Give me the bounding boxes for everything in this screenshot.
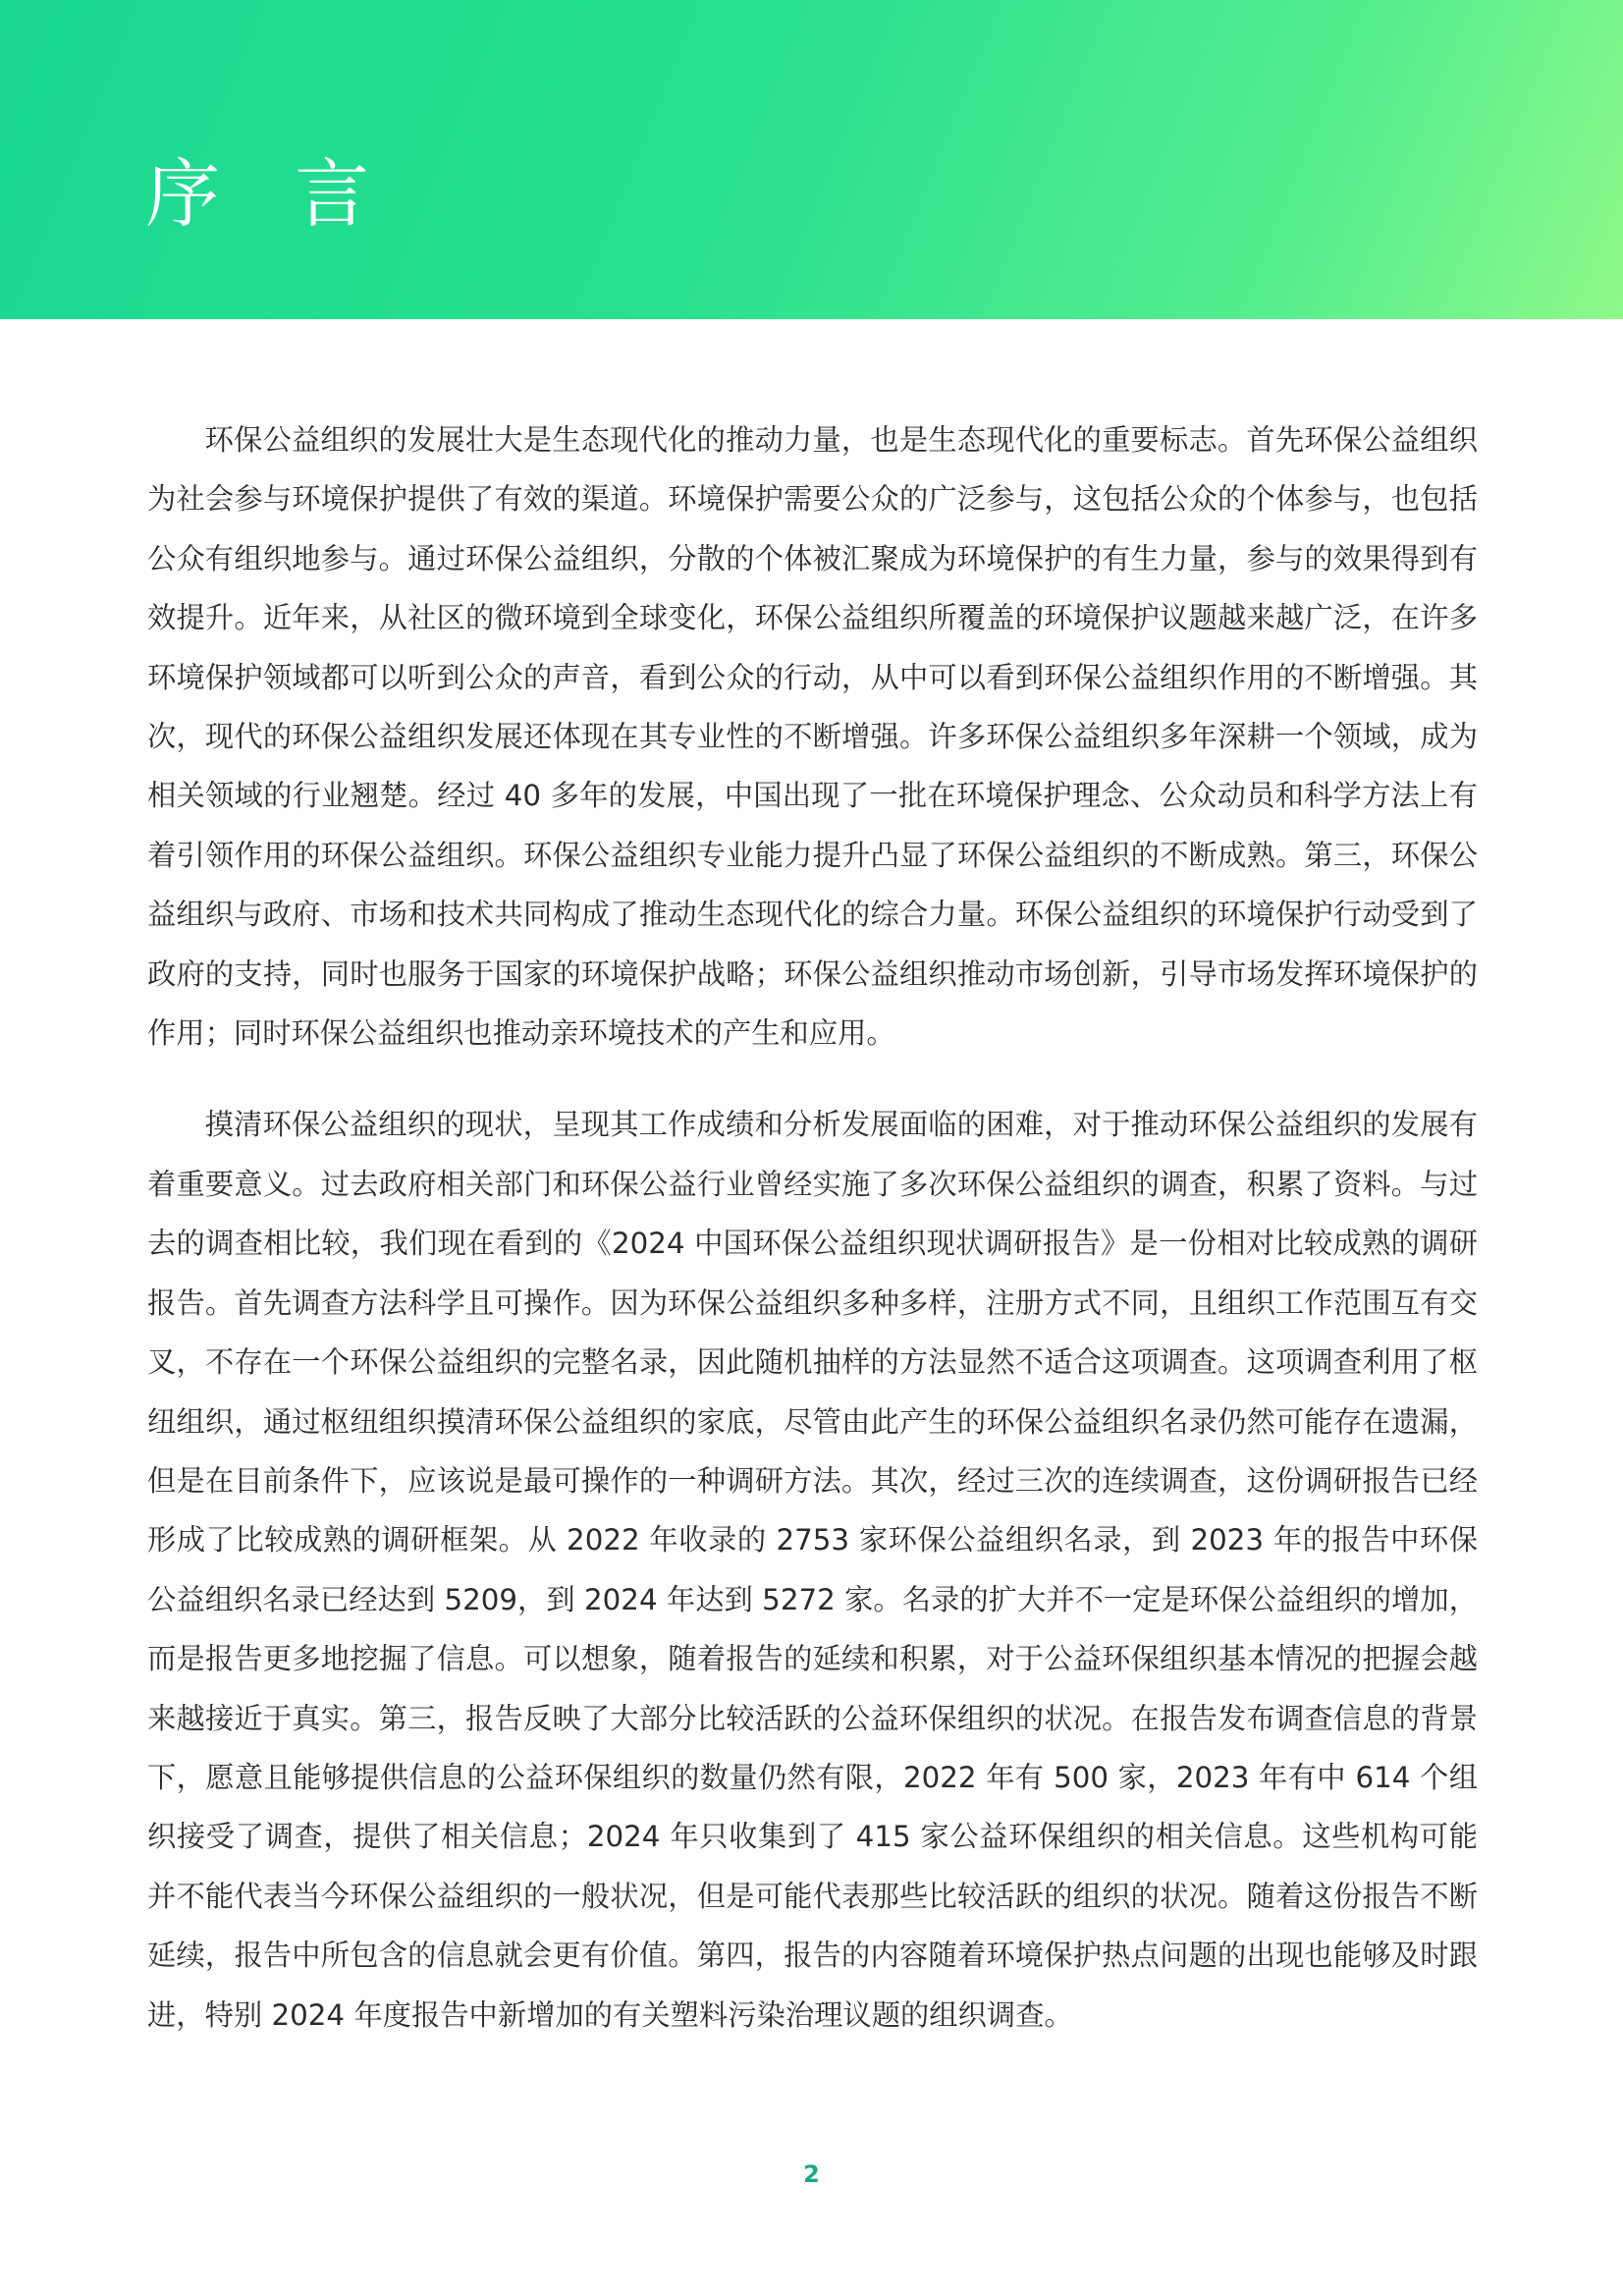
paragraph-2: 摸清环保公益组织的现状，呈现其工作成绩和分析发展面临的困难，对于推动环保公益组织的发展有着重要意义。过去政府相关部门和环保公益行业曾经实施了多次环保公益组织的调查，积累了资料。与过去的调查相比较，我们现在看到的《2024 中国环保公益组织现状调研报告》是一份相对比较成熟的调研报告。首先调查方法科学且可操作。因为环保公益组织多种多样，注册方式不同，且组织工作范围互有交叉，不存在一个环保公益组织的完整名录，因此随机抽样的方法显然不适合这项调查。这项调查利用了枢纽组织，通过枢纽组织摸清环保公益组织的家底，尽管由此产生的环保公益组织名录仍然可能存在遗漏，但是在目前条件下，应该说是最可操作的一种调研方法。其次，经过三次的连续调查，这份调研报告已经形成了比较成熟的调研框架。从 2022 年收录的 2753 家环保公益组织名录，到 2023 年的报告中环保公益组织名录已经达到 5209，到 2024 年达到 5272 家。名录的扩大并不一定是环保公益组织的增加，而是报告更多地挖掘了信息。可以想象，随着报告的延续和积累，对于公益环保组织基本情况的把握会越来越接近于真实。第三，报告反映了大部分比较活跃的公益环保组织的状况。在报告发布调查信息的背景下，愿意且能够提供信息的公益环保组织的数量仍然有限，2022 年有 500 家，2023 年有中 614 个组织接受了调查，提供了相关信息；2024 年只收集到了 415 家公益环保组织的相关信息。这些机构可能并不能代表当今环保公益组织的一般状况，但是可能代表那些比较活跃的组织的状况。随着这份报告不断延续，报告中所包含的信息就会更有价值。第四，报告的内容随着环境保护热点问题的出现也能够及时跟进，特别 2024 年度报告中新增加的有关塑料污染治理议题的组织调查。 xyxy=(147,1108,1478,2032)
body-text xyxy=(147,410,1478,2045)
header-banner xyxy=(0,0,1623,319)
paragraph-1: 环保公益组织的发展壮大是生态现代化的推动力量，也是生态现代化的重要标志。首先环保公益组织为社会参与环境保护提供了有效的渠道。环境保护需要公众的广泛参与，这包括公众的个体参与，也包括公众有组织地参与。通过环保公益组织，分散的个体被汇聚成为环境保护的有生力量，参与的效果得到有效提升。近年来，从社区的微环境到全球变化，环保公益组织所覆盖的环境保护议题越来越广泛，在许多环境保护领域都可以听到公众的声音，看到公众的行动，从中可以看到环保公益组织作用的不断增强。其次，现代的环保公益组织发展还体现在其专业性的不断增强。许多环保公益组织多年深耕一个领域，成为相关领域的行业翘楚。经过 40 多年的发展，中国出现了一批在环境保护理念、公众动员和科学方法上有着引领作用的环保公益组织。环保公益组织专业能力提升凸显了环保公益组织的不断成熟。第三，环保公益组织与政府、市场和技术共同构成了推动生态现代化的综合力量。环保公益组织的环境保护行动受到了政府的支持，同时也服务于国家的环境保护战略；环保公益组织推动市场创新，引导市场发挥环境保护的作用；同时环保公益组织也推动亲环境技术的产生和应用。 xyxy=(147,423,1478,1051)
page-number: 2 xyxy=(803,2160,820,2188)
page-title: 序 言 xyxy=(145,150,396,238)
